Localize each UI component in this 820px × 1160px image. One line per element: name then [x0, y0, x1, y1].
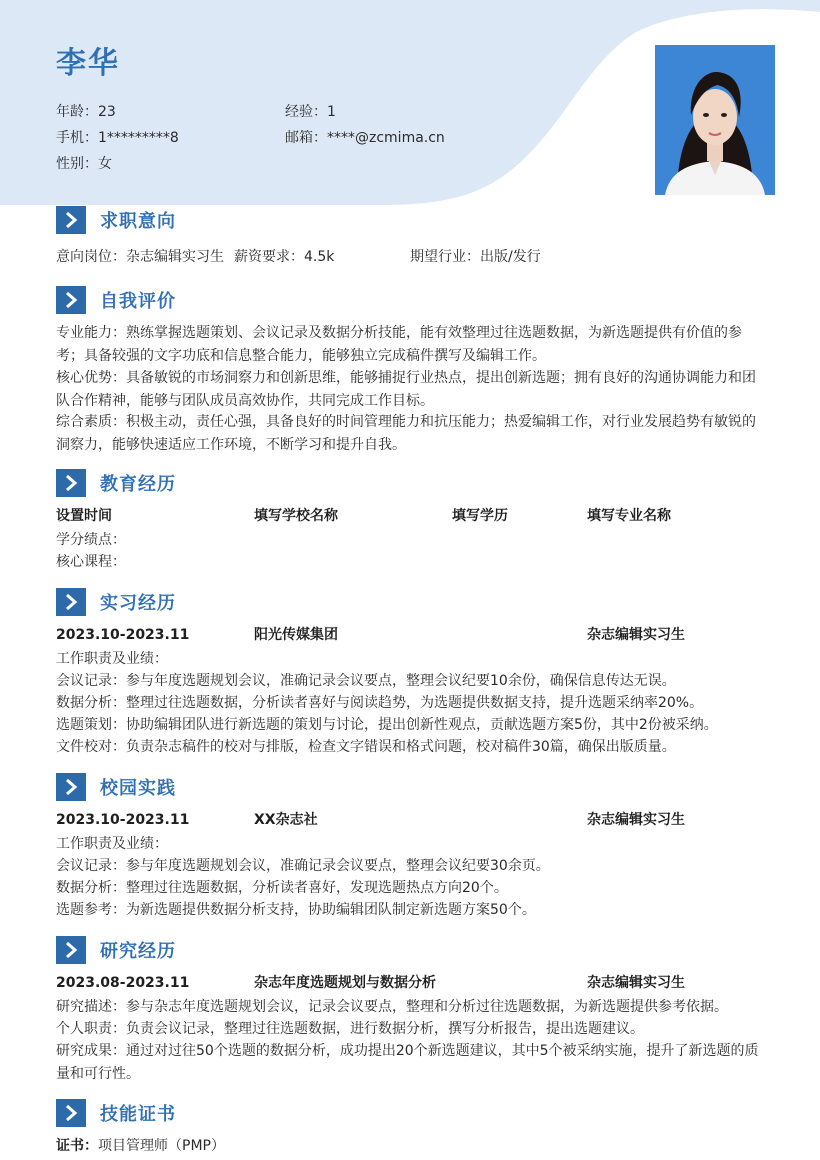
- internship-duties-label: 工作职责及业绩：: [56, 651, 168, 667]
- chevron-right-icon: [56, 1099, 86, 1127]
- internship-company: 阳光传媒集团: [254, 627, 338, 643]
- section-intention-header: [56, 206, 176, 234]
- campus-duties-label: 工作职责及业绩：: [56, 836, 168, 852]
- campus-item: 数据分析：整理过往选题数据，分析读者喜好，发现选题热点方向20个。: [56, 880, 508, 896]
- section-title: 研究经历: [100, 941, 176, 962]
- internship-item: 数据分析：整理过往选题数据，分析读者喜好与阅读趋势，为选题提供数据支持，提升选题采纳率20%。: [56, 695, 704, 711]
- internship-item: 文件校对：负责杂志稿件的校对与排版，检查文字错误和格式问题，校对稿件30篇，确保出版质量。: [56, 739, 676, 755]
- certificate-value: 项目管理师（PMP）: [98, 1138, 225, 1154]
- chevron-right-icon: [56, 936, 86, 964]
- section-title: 自我评价: [100, 291, 176, 312]
- internship-item: 会议记录：参与年度选题规划会议，准确记录会议要点，整理会议纪要10余份，确保信息传达无误。: [56, 673, 676, 689]
- certificate-line: [56, 1135, 225, 1157]
- internship-role: 杂志编辑实习生: [587, 627, 685, 643]
- profile-photo: [655, 45, 775, 195]
- internship-date: 2023.10-2023.11: [56, 627, 190, 643]
- gender: 性别：女: [56, 156, 112, 172]
- research-date: 2023.08-2023.11: [56, 975, 190, 991]
- chevron-right-icon: [56, 206, 86, 234]
- research-duty: 个人职责：负责会议记录，整理过往选题数据，进行数据分析，撰写分析报告，提出选题建议。: [56, 1021, 644, 1037]
- section-title: 校园实践: [100, 778, 176, 799]
- intention-industry: 期望行业：出版/发行: [410, 249, 541, 265]
- self-eval-paragraph: 核心优势：具备敏锐的市场洞察力和创新思维，能够捕捉行业热点，提出创新选题；拥有良好的沟通协调能力和团队合作精神，能够与团队成员高效协作，共同完成工作目标。: [56, 370, 756, 409]
- certificate-label: 证书：: [56, 1138, 98, 1154]
- email: 邮箱：****@zcmima.cn: [285, 130, 445, 146]
- campus-org: XX杂志社: [254, 812, 318, 828]
- self-eval-paragraph: 综合素质：积极主动，责任心强，具备良好的时间管理能力和抗压能力；热爱编辑工作，对行业发展趋势有敏锐的洞察力，能够快速适应工作环境，不断学习和提升自我。: [56, 414, 756, 453]
- research-project: 杂志年度选题规划与数据分析: [254, 975, 436, 991]
- campus-item: 选题参考：为新选题提供数据分析支持，协助编辑团队制定新选题方案50个。: [56, 902, 536, 918]
- education-time: 设置时间: [56, 508, 112, 524]
- candidate-name: 李华: [56, 46, 120, 81]
- internship-item: 选题策划：协助编辑团队进行新选题的策划与讨论，提出创新性观点，贡献选题方案5份，其中2份被采纳。: [56, 717, 718, 733]
- intention-salary: 薪资要求：4.5k: [234, 249, 335, 265]
- section-title: 技能证书: [100, 1104, 176, 1125]
- education-degree: 填写学历: [452, 508, 508, 524]
- campus-item: 会议记录：参与年度选题规划会议，准确记录会议要点，整理会议纪要30余页。: [56, 858, 550, 874]
- chevron-right-icon: [56, 588, 86, 616]
- section-internship-header: [56, 588, 176, 616]
- education-major: 填写专业名称: [587, 508, 671, 524]
- chevron-right-icon: [56, 773, 86, 801]
- research-description: 研究描述：参与杂志年度选题规划会议，记录会议要点，整理和分析过往选题数据，为新选题提供参考依据。: [56, 999, 728, 1015]
- age: 年龄：23: [56, 104, 116, 120]
- section-title: 实习经历: [100, 593, 176, 614]
- section-self-eval-header: [56, 286, 176, 314]
- research-role: 杂志编辑实习生: [587, 975, 685, 991]
- phone: 手机：1*********8: [56, 130, 179, 146]
- section-skills-header: [56, 1099, 176, 1127]
- section-title: 教育经历: [100, 474, 176, 495]
- chevron-right-icon: [56, 469, 86, 497]
- chevron-right-icon: [56, 286, 86, 314]
- experience: 经验：1: [285, 104, 336, 120]
- research-result: 研究成果：通过对过往50个选题的数据分析，成功提出20个新选题建议，其中5个被采纳实施，提升了新选题的质量和可行性。: [56, 1043, 759, 1082]
- section-campus-header: [56, 773, 176, 801]
- intention-position: 意向岗位：杂志编辑实习生: [56, 249, 224, 265]
- self-eval-paragraph: 专业能力：熟练掌握选题策划、会议记录及数据分析技能，能有效整理过往选题数据，为新选题提供有价值的参考；具备较强的文字功底和信息整合能力，能够独立完成稿件撰写及编辑工作。: [56, 325, 742, 364]
- campus-date: 2023.10-2023.11: [56, 812, 190, 828]
- section-research-header: [56, 936, 176, 964]
- education-school: 填写学校名称: [254, 508, 338, 524]
- section-title: 求职意向: [100, 211, 176, 232]
- education-courses: 核心课程：: [56, 554, 126, 570]
- section-education-header: [56, 469, 176, 497]
- campus-role: 杂志编辑实习生: [587, 812, 685, 828]
- education-gpa: 学分绩点：: [56, 532, 126, 548]
